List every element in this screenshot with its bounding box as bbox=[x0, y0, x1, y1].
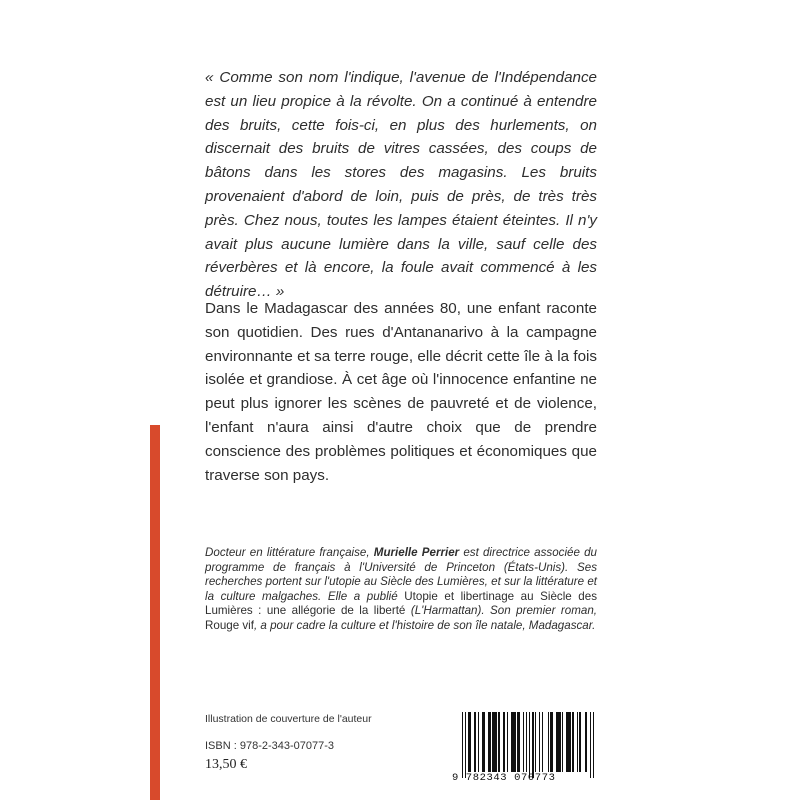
bio-publisher: (L'Harmattan). Son premier roman, bbox=[405, 604, 598, 618]
barcode-bar bbox=[490, 712, 491, 772]
barcode-bar bbox=[539, 712, 540, 772]
barcode-bar bbox=[590, 712, 591, 778]
bio-book-title-1: Utopie et libertinage au Siècle des Lumières : une allégorie de la liberté bbox=[205, 589, 597, 618]
barcode-bar bbox=[579, 712, 580, 772]
barcode-bar bbox=[498, 712, 499, 772]
barcode-bar bbox=[465, 712, 466, 778]
barcode-bar bbox=[484, 712, 485, 772]
barcode-bar bbox=[593, 712, 594, 778]
barcode-bar bbox=[559, 712, 560, 772]
barcode-bar bbox=[462, 712, 463, 778]
barcode-bar bbox=[504, 712, 505, 772]
barcode-bars bbox=[462, 712, 598, 772]
book-summary: Dans le Madagascar des années 80, une enfant raconte son quotidien. Des rues d'Antananarivo à la campagne environnante et sa terre rouge, elle décrit cette île à la fois isolée et grandiose. À cet âge où l'innocence enfantine ne peut plus ignorer les scènes de pauvreté et de violence, l'enfant n'aura ainsi d'autre choix que de prendre conscience des problèmes politiques et économiques que traverse son pays. bbox=[205, 300, 597, 484]
barcode-bar bbox=[478, 712, 479, 772]
cover-illustration-credit: Illustration de couverture de l'auteur bbox=[205, 713, 372, 725]
barcode-bar bbox=[542, 712, 543, 772]
bio-intro: Docteur en littérature française, bbox=[205, 546, 374, 559]
bio-career: est directrice associée du programme de français à l'Université de Princeton (États-Unis). Ses recherches portent sur l'utopie au Siècle des Lumières, et sur la littérature et la culture malgaches. Elle a publié bbox=[205, 546, 597, 603]
barcode-bar bbox=[562, 712, 563, 772]
accent-bar bbox=[150, 425, 160, 800]
bio-ending: , a pour cadre la culture et l'histoire de son île natale, Madagascar. bbox=[253, 618, 596, 632]
isbn-number: ISBN : 978-2-343-07077-3 bbox=[205, 740, 335, 752]
barcode-bar bbox=[585, 712, 586, 772]
barcode-bar bbox=[514, 712, 515, 772]
barcode bbox=[452, 712, 600, 790]
barcode-bar bbox=[529, 712, 530, 778]
barcode-digits: 9 782343 070773 bbox=[452, 772, 556, 784]
barcode-bar bbox=[569, 712, 570, 772]
barcode-bar bbox=[526, 712, 527, 772]
barcode-bar bbox=[523, 712, 524, 772]
barcode-bar bbox=[548, 712, 549, 772]
barcode-bar bbox=[469, 712, 470, 772]
author-name: Murielle Perrier bbox=[373, 546, 460, 559]
barcode-bar bbox=[577, 712, 578, 772]
barcode-bar bbox=[535, 712, 536, 772]
author-bio bbox=[205, 546, 597, 634]
bio-book-title-2: Rouge vif bbox=[205, 618, 254, 632]
price-label: 13,50 € bbox=[205, 757, 247, 772]
barcode-bar bbox=[495, 712, 496, 772]
barcode-bar bbox=[572, 712, 573, 772]
excerpt-quote: « Comme son nom l'indique, l'avenue de l'Indépendance est un lieu propice à la révolte. On a continué à entendre des bruits, cette fois-ci, en plus des hurlements, on discernait des bruits de vitres cassées, des coups de bâtons dans les stores des magasins. Les bruits provenaient d'abord de loin, puis de près, de très très près. Chez nous, toutes les lampes étaient éteintes. Il n'y avait plus aucune lumière dans la ville, sauf celle des réverbères et là encore, la foule avait commencé à les détruire… » bbox=[205, 69, 597, 301]
barcode-bar bbox=[475, 712, 476, 772]
barcode-bar bbox=[552, 712, 553, 772]
barcode-bar bbox=[507, 712, 508, 772]
barcode-bar bbox=[519, 712, 520, 772]
